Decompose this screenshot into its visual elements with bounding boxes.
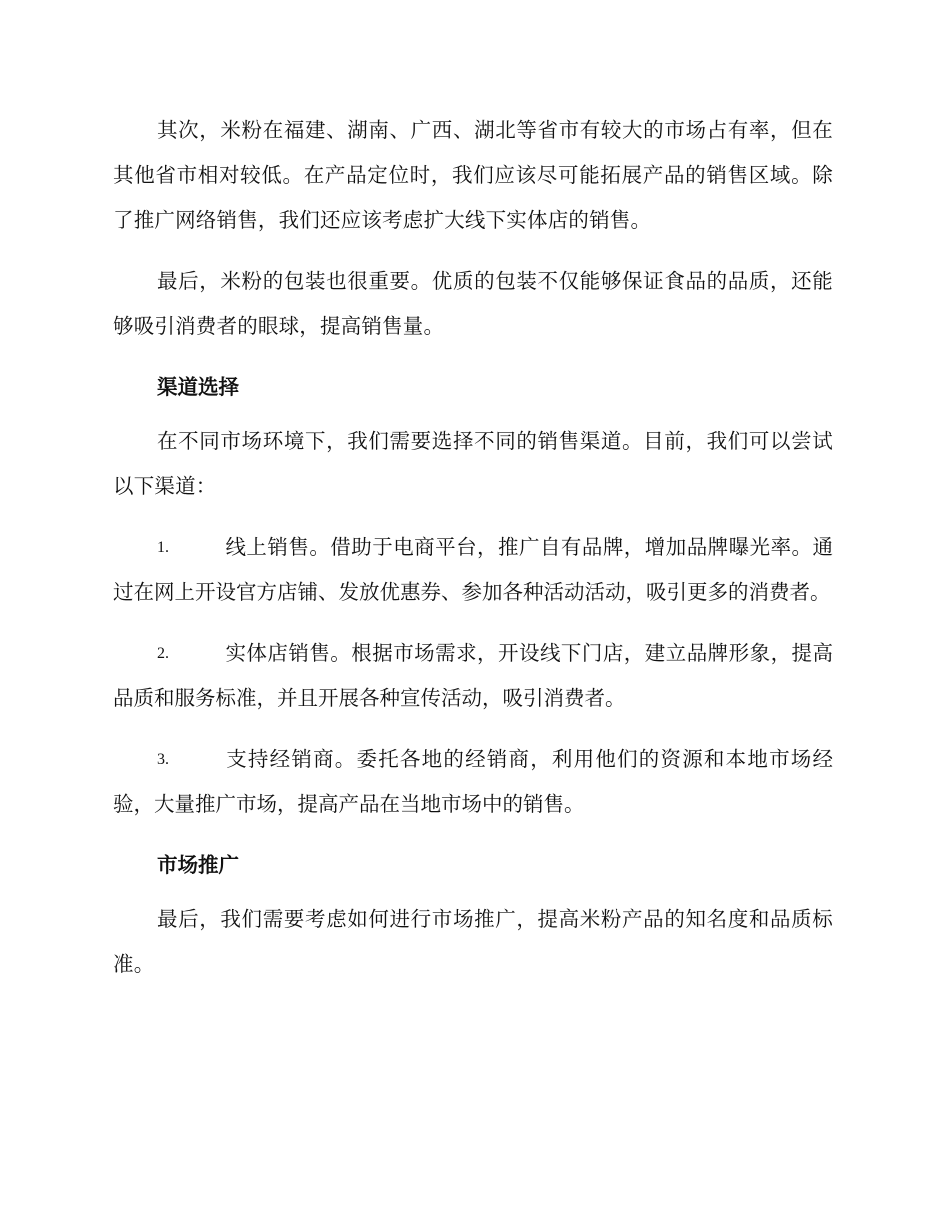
- list-item: [113, 631, 833, 721]
- list-item-number: 3.: [157, 751, 169, 768]
- list-item-text: 支持经销商。委托各地的经销商，利用他们的资源和本地市场经验，大量推广市场，提高产品在当地市场中的销售。: [113, 747, 833, 816]
- list-item-text: 线上销售。借助于电商平台，推广自有品牌，增加品牌曝光率。通过在网上开设官方店铺、发放优惠券、参加各种活动活动，吸引更多的消费者。: [113, 535, 833, 604]
- paragraph-promotion: 最后，我们需要考虑如何进行市场推广，提高米粉产品的知名度和品质标准。: [113, 907, 833, 976]
- list-item: [113, 525, 833, 615]
- paragraph-market-share: 其次，米粉在福建、湖南、广西、湖北等省市有较大的市场占有率，但在其他省市相对较低。在产品定位时，我们应该尽可能拓展产品的销售区域。除了推广网络销售，我们还应该考虑扩大线下实体店的销售。: [113, 118, 833, 232]
- document-page: [113, 108, 833, 1003]
- list-item-number: 1.: [157, 539, 169, 556]
- section-heading-channels: 渠道选择: [157, 375, 239, 399]
- list-item-number: 2.: [157, 645, 169, 662]
- list-item-text: 实体店销售。根据市场需求，开设线下门店，建立品牌形象，提高品质和服务标准，并且开展各种宣传活动，吸引消费者。: [113, 641, 833, 710]
- section-heading-promotion: 市场推广: [157, 853, 239, 877]
- paragraph-packaging: 最后，米粉的包装也很重要。优质的包装不仅能够保证食品的品质，还能够吸引消费者的眼球，提高销售量。: [113, 269, 833, 338]
- list-item: [113, 737, 833, 827]
- paragraph-channels-intro: 在不同市场环境下，我们需要选择不同的销售渠道。目前，我们可以尝试以下渠道：: [113, 429, 833, 498]
